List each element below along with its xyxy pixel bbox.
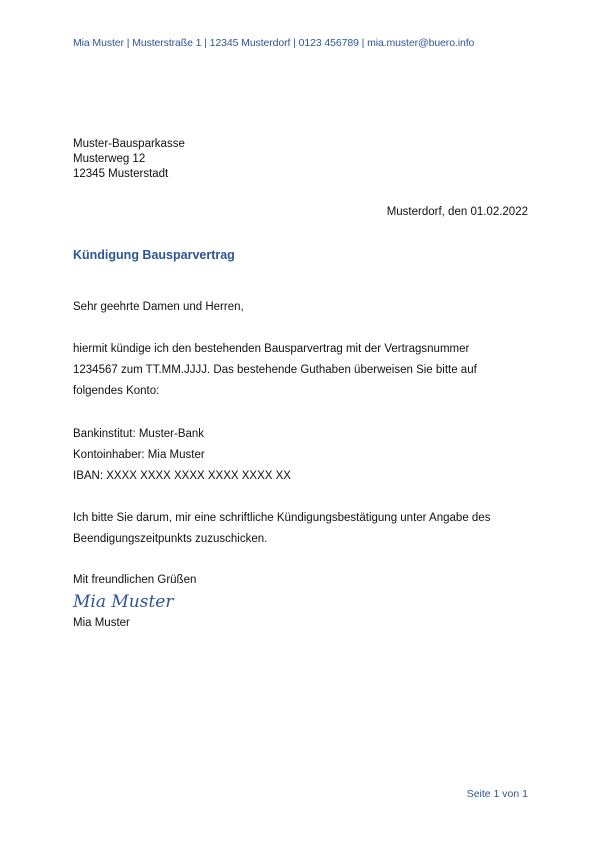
body-line: hiermit kündige ich den bestehenden Bausparvertrag mit der Vertragsnummer [73,343,470,355]
date-line: Musterdorf, den 01.02.2022 [386,206,528,218]
salutation [73,297,244,318]
body-paragraph-2 [73,508,490,550]
body-line: Beendigungszeitpunkts zuzuschicken. [73,533,268,545]
body-line: folgendes Konto: [73,385,160,397]
salutation-text: Sehr geehrte Damen und Herren, [73,301,244,313]
signer-name: Mia Muster [73,617,130,629]
page-number: Seite 1 von 1 [466,788,528,800]
subject-line: Kündigung Bausparvertrag [73,248,235,262]
closing-text: Mit freundlichen Grüßen [73,574,197,586]
bank-institute: Bankinstitut: Muster-Bank [73,428,205,440]
closing [73,570,196,591]
account-holder: Kontoinhaber: Mia Muster [73,449,205,461]
iban: IBAN: XXXX XXXX XXXX XXXX XXXX XX [73,470,291,482]
body-line: 1234567 zum TT.MM.JJJJ. Das bestehende Guthaben überweisen Sie bitte auf [73,364,477,376]
recipient-city: 12345 Musterstadt [73,168,169,180]
recipient-address [73,137,185,182]
handwritten-signature: Mia Muster [73,592,174,612]
body-paragraph-1 [73,339,477,402]
recipient-name: Muster-Bausparkasse [73,138,185,150]
body-line: Ich bitte Sie darum, mir eine schriftliche Kündigungsbestätigung unter Angabe des [73,512,491,524]
bank-details [73,424,291,487]
sender-header: Mia Muster | Musterstraße 1 | 12345 Musterdorf | 0123 456789 | mia.muster@buero.info [73,37,475,49]
recipient-street: Musterweg 12 [73,153,146,165]
